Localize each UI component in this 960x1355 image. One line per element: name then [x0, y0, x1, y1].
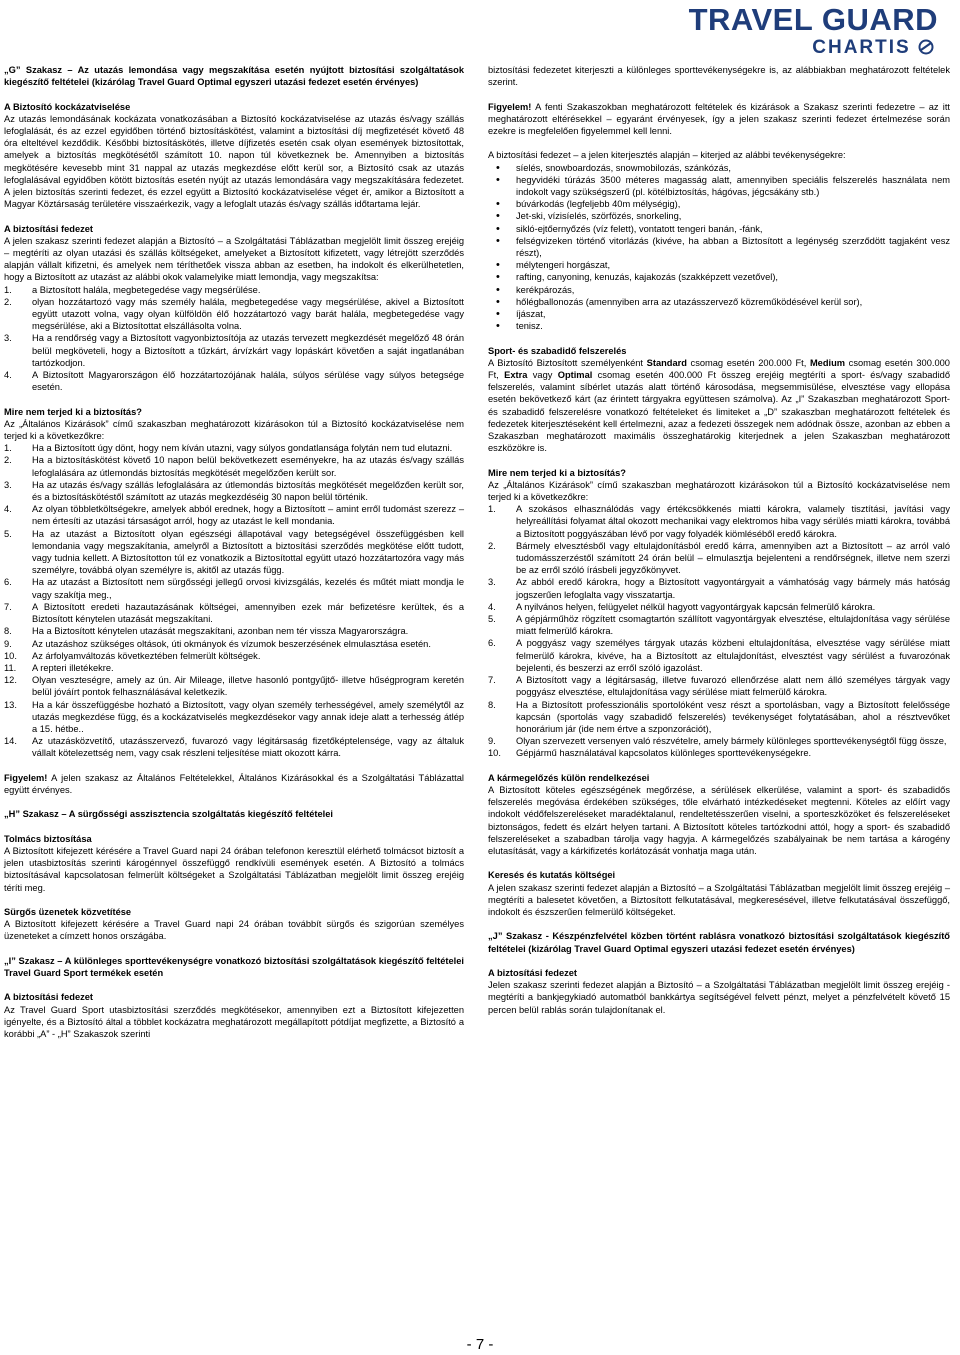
list-item: 2. Ha a biztosításkötést követő 10 napon belül bekövetkezett eseményekre, ha az utazás és/vagy szállás lefoglalására az útlemondás biztosítás megkötését megelőzően került sor.	[4, 455, 464, 478]
g-kock-title: A Biztosító kockázatviselése	[4, 101, 131, 112]
i-fedezet	[4, 991, 464, 1040]
section-j-title: „J” Szakasz - Készpénzfelvétel közben történt rablásra vonatkozó biztosítási szolgáltatások kiegészítő feltételei (kizárólag Travel Guard Optimal egyszeri utazási fedezet esetén érvényes)	[488, 931, 950, 954]
list-item: 5. Ha az utazást a Biztosított olyan egészségi állapotával vagy betegségével összefüggésben kell lemondania vagy megszakítania, amelyről a Biztosított a biztosítási szerződés megkötése előtt tudott, vagy tudnia kellett. A Biztosítotton túl ez vonatkozik a Biztosítottal együtt utazó hozzátartozóra vagy más személyre, továbbá olyan személyre is, akitől az utazás függ.	[4, 528, 464, 576]
i-sport-list	[488, 162, 950, 333]
i-karm-title: A kármegelőzés külön rendelkezései	[488, 772, 650, 783]
i-figyelem	[488, 101, 950, 138]
i-sport-intro: A biztosítási fedezet – a jelen kiterjesztés alapján – kiterjed az alábbi tevékenységekre:	[488, 150, 846, 161]
list-item: 10. Gépjármű használatával kapcsolatos különleges sporttevékenységekre.	[488, 748, 812, 759]
list-item: 4. A Biztosított Magyarországon élő hozzátartozójának halála, súlyos sérülése vagy súlyos betegsége esetén.	[4, 370, 464, 393]
list-item: 2. Bármely elvesztésből vagy eltulajdonításból eredő kárra, amennyiben azt a Biztosított – az arról való tudomásszerzéstől számított 24 órán belül – elmulasztja bejelenteni a rendőrségnek, illetve nem szerzi be az erről szóló írásbeli jegyzőkönyvet.	[488, 540, 950, 576]
list-item: 7. A Biztosított vagy a légitársaság, illetve fuvarozó ellenőrzése alatt nem álló személyes tárgyak vagy poggyász elvesztése, eltulajdonítása vagy sérülése miatt felmerülő károkra.	[488, 675, 950, 698]
list-item: 3. Az abból eredő károkra, hogy a Biztosított vagyontárgyait a vámhatóság vagy bármely más hatóság jogszerűen lefoglalta vagy visszatartja.	[488, 577, 950, 600]
list-item: 13. Ha a kár összefüggésbe hozható a Biztosított, vagy olyan személy terhességével, amely személytől az utazás megkezdése függ, és a kockázatviselés megkezdésekor vagy annak ideje alatt a terhesség átlép a 15. hétbe..	[4, 699, 464, 734]
section-g-title: „G” Szakasz – Az utazás lemondása vagy megszakítása esetén nyújtott biztosítási szolgáltatások kiegészítő feltételei (kizárólag Travel Guard Optimal egyszeri utazási fedezet esetén érvényes)	[4, 65, 464, 88]
section-g	[4, 64, 464, 88]
list-item: 8. Ha a Biztosított kénytelen utazását megszakítani, azonban nem tér vissza Magyarországra.	[4, 626, 409, 637]
i-keres-title: Keresés és kutatás költségei	[488, 870, 616, 881]
i-sport-list-block	[488, 149, 950, 332]
list-item: 9. Olyan szervezett versenyen való részvételre, amely bármely különleges sporttevékenységtől függ össze,	[488, 736, 947, 747]
list-item: • hőlégballonozás (amennyiben arra az utazásszervező közreműködésével kerül sor),	[496, 295, 863, 308]
g-mire-title: Mire nem terjed ki a biztosítás?	[4, 406, 142, 417]
brand-name: TRAVEL GUARD	[688, 2, 938, 37]
bullet-icon: •	[496, 271, 500, 284]
list-item: • íjászat,	[496, 308, 546, 321]
list-item: 6. Ha az utazást a Biztosított nem sürgősségi jellegű orvosi kivizsgálás, kezelés és műtét miatt mondja le vagy szakítja meg.,	[4, 577, 464, 600]
i-cont	[488, 64, 950, 88]
j-fedezet-text: Jelen szakasz szerinti fedezet alapján a Biztosító – a Szolgáltatási Táblázatban megjelölt limit összeg erejéig - megtéríti a bankjegykiadó automatból bankkártya segítségével felvett pénzt, melyet a pénzfelvételt követő 15 percen belül rablás során tulajdonítanak el.	[488, 980, 950, 1015]
list-item: 14. Az utazásközvetítő, utazásszervező, fuvarozó vagy légitársaság fizetőképtelensége, vagy az általuk vállalt kötelezettség nem, vagy csak részleni teljesítése miatt okozott kárra.	[4, 736, 464, 759]
i-kizarasok	[488, 467, 950, 760]
j-fedezet-title: A biztosítási fedezet	[488, 967, 578, 978]
i-sf-title: Sport- és szabadidő felszerelés	[488, 345, 627, 356]
list-item: 12. Olyan veszteségre, amely az ún. Air Mileage, illetve hasonló pontgyűjtő- illetve hűségprogram keretén belül jóváírt pontok felhasználásával keletkezik.	[4, 675, 464, 698]
bullet-icon: •	[496, 173, 500, 186]
left-column	[4, 64, 464, 1040]
list-item: • hegyvidéki túrázás 3500 méteres magasság alatt, amennyiben speciális felszerelés használata nem indokolt vagy szükségszerű (pl. kötélbiztosítás, hágóvas, jégcsákány stb.)	[496, 173, 950, 197]
g-fedezet-text: A jelen szakasz szerinti fedezet alapján a Biztosító – a Szolgáltatási Táblázatban megjelölt limit összeg erejéig – megtéríti az olyan utazási és szállás költségeket, amelyeket a Biztosított kifizetett, vagy létrejött szerződés alapján vállalt kifizetni, és amelyek nem téríthetőek vissza abban az esetben, ha indokolt és elkerülhetetlen, hogy a Biztosított az utazást az alábbi okok valamelyike miatt lemondja, vagy megszakítsa:	[4, 235, 464, 283]
i-mire-intro: Az „Általános Kizárások” című szakaszban meghatározott kizárásokon túl a Biztosító kockázatviselése nem terjed ki a következőkre:	[488, 479, 950, 503]
i-karmegelozes	[488, 772, 950, 857]
brand-sub-text: CHARTIS	[812, 37, 911, 58]
section-h	[4, 808, 464, 820]
g-fedezet	[4, 223, 464, 394]
bullet-icon: •	[496, 320, 500, 333]
bullet-icon: •	[496, 308, 500, 321]
g-figyelem-bold: Figyelem!	[4, 772, 48, 783]
i-fedezet-text: Az Travel Guard Sport utasbiztosítási szerződés megkötésekor, amennyiben ezt a Biztosított kifejezetten igényelte, és a Biztosító által a többlet kockázatra meghatározott megállapított pótdíjat megfizette, a Biztosító a korábbi „A” - „H” Szakaszok szerinti	[4, 1004, 464, 1039]
list-item: 4. A nyilvános helyen, felügyelet nélkül hagyott vagyontárgyak kapcsán felmerülő károkra.	[488, 601, 876, 612]
h-tolmacs-title: Tolmács biztosítása	[4, 833, 92, 844]
list-item: • síelés, snowboardozás, snowmobilozás, szánkózás,	[496, 161, 731, 174]
bullet-icon: •	[496, 283, 500, 296]
i-figyelem-bold: Figyelem!	[488, 101, 532, 112]
list-item: • felségvizeken történő vitorlázás (kivéve, ha abban a Biztosított a legénység szerződött tagjaként vesz részt),	[496, 234, 950, 259]
bullet-icon: •	[496, 222, 500, 235]
section-i	[4, 955, 464, 979]
list-item: 6. A poggyász vagy személyes tárgyak utazás közbeni eltulajdonítása, elvesztése vagy sérülése miatt felmerülő károkra, kivéve, ha a Biztosított az eltulajdonítást, elvesztést vagy sérülést a fuvarozónak bejelenti, és beszerzi az erről szóló igazolást.	[488, 638, 950, 673]
list-item: 3. Ha a rendőrség vagy a Biztosított vagyonbiztosítója az utazás tervezett megkezdését megelőző 48 órán belül megköveteli, hogy a Biztosított a tűzkárt, árvízkárt vagy lopáskárt követően a saját ingatlanában tartózkodjon.	[4, 333, 464, 368]
g-mire-list	[4, 442, 464, 759]
list-item: 5. A gépjárműhöz rögzített csomagtartón szállított vagyontárgyak elvesztése, eltulajdonítása vagy sérülése miatt felmerülő károkra.	[488, 614, 950, 637]
list-item: • rafting, canyoning, kenuzás, kajakozás (szakképzett vezetővel),	[496, 271, 778, 284]
h-surgos-text: A Biztosított kifejezett kérésére a Travel Guard napi 24 órában továbbít sürgős és szigorúan személyes üzeneteket a címzett honos országába.	[4, 919, 464, 942]
i-mire-title: Mire nem terjed ki a biztosítás?	[488, 467, 626, 478]
section-j	[488, 930, 950, 954]
g-fedezet-list	[4, 284, 464, 394]
i-sport-felszereles	[488, 345, 950, 455]
i-cont-text: biztosítási fedezetet kiterjeszti a különleges sporttevékenységekre is, az alábbiakban meghatározott feltételek szerint.	[488, 65, 950, 88]
section-h-title: „H” Szakasz – A sürgősségi asszisztencia szolgáltatás kiegészítő feltételei	[4, 809, 333, 820]
bullet-icon: •	[496, 198, 500, 211]
list-item: • tenisz.	[496, 320, 543, 333]
list-item: 9. Az utazáshoz szükséges oltások, úti okmányok és vízumok beszerzésének elmulasztása esetén.	[4, 638, 431, 649]
h-surgos-title: Sürgős üzenetek közvetítése	[4, 906, 132, 917]
g-figyelem	[4, 772, 464, 796]
bullet-icon: •	[496, 161, 500, 174]
list-item: 10. Az árfolyamváltozás következtében felmerült költségek.	[4, 650, 261, 661]
bullet-icon: •	[496, 259, 500, 272]
i-figyelem-text: Figyelem! A fenti Szakaszokban meghatározott feltételek és kizárások a Szakasz szerinti fedezetre – az itt meghatározott eltérésekkel – egyaránt érvényesek, így a jelen szakasz szerinti fedezet értelmezése során ezekre is megfelelően figyelemmel kell lenni.	[488, 101, 950, 136]
i-fedezet-title: A biztosítási fedezet	[4, 992, 94, 1003]
h-tolmacs-text: A Biztosított kifejezett kérésére a Travel Guard napi 24 órában telefonon keresztül elérhető tolmácsot biztosít a jelen utasbiztosítás szerinti károgénnyel összefüggő rendkívüli események esetén. A Biztosító a tolmács biztosításával kapcsolatosan felmerült költségeket a Szolgáltatási Táblázatban megjelölt limit összeg erejéig téríti meg.	[4, 845, 464, 893]
list-item: 11. A repteri illetékekre.	[4, 662, 114, 673]
j-fedezet	[488, 967, 950, 1016]
i-karm-text: A Biztosított köteles egészségének megőrzése, a sérülések elkerülése, valamint a sport- és szabadidős felszerelés megóvása érdekében szükséges, tőle elvárható intézkedéseket megtenni. Köteles az előírt vagy indokolt védőfelszereléseket maradéktalanul, rendeltetésszerűen viselni, a sporteszközöket és felszereléseket biztonságos, fedett és elzárt helyen tartani. A Biztosított köteles tartózkodni attól, hogy a sport- és szabadidő felszereléseket a szabadban tárolja vagy hagyja. A kármegelőzés szabályainak be nem tartása a károgény elutasítását, vagy a kárkifizetés korlátozását vonhatja maga után.	[488, 784, 950, 856]
h-tolmacs	[4, 833, 464, 894]
brand-sub	[812, 37, 934, 59]
i-keres-text: A jelen szakasz szerinti fedezet alapján a Biztosító – a Szolgáltatási Táblázatban megjelölt limit összeg erejéig – megtéríti a balesetet követően, a Biztosított felkutatásával, megkeresésével, illetve felkutatásával összefüggő, indokolt és észszerűen felmerülő költségeket.	[488, 882, 950, 917]
list-item: 7. A Biztosított eredeti hazautazásának költségei, amennyiben ezek már befizetésre kerültek, és a Biztosított kénytelen utazását megszakítani.	[4, 601, 464, 625]
page-number: - 7 -	[466, 1336, 494, 1353]
g-mire-intro: Az „Általános Kizárások” című szakaszban meghatározott kizárásokon túl a Biztosító kockázatviselése nem terjed ki a következőkre:	[4, 418, 464, 442]
list-item: 8. Ha a Biztosított professzionális sportolóként vesz részt a sportolásban, vagy a Biztosított felelőssége kapcsán (sportolás vagy szabadidő felszerelés) tevékenységet folytatásában, ahol a résztvevőket honorárium jár (ide nem értve a szponzorációt),	[488, 699, 950, 734]
bullet-icon: •	[496, 234, 500, 247]
list-item: 4. Az olyan többletköltségekre, amelyek abból erednek, hogy a Biztosított – amint erről tudomást szerezz – nem értesíti az utazási társaságot arról, hogy az utazást le kell mondania.	[4, 504, 464, 527]
g-kizarasok	[4, 406, 464, 760]
right-column	[488, 64, 950, 1016]
list-item: • mélytengeri horgászat,	[496, 259, 611, 272]
list-item: • sikló-ejtőernyőzés (víz felett), vontatott tengeri banán, -fánk,	[496, 222, 763, 235]
h-surgos	[4, 906, 464, 943]
section-i-title: „I” Szakasz – A különleges sporttevékenységre vonatkozó biztosítási szolgáltatások kiegészítő feltételei Travel Guard Sport termékek esetén	[4, 955, 464, 978]
list-item: • búvárkodás (legfeljebb 40m mélységig),	[496, 198, 681, 211]
chartis-swoosh-icon	[918, 39, 934, 55]
g-fedezet-title: A biztosítási fedezet	[4, 223, 94, 234]
g-figyelem-text: Figyelem! A jelen szakasz az Általános Feltételekkel, Általános Kizárásokkal és a Szolgáltatási Táblázattal együtt érvényes.	[4, 772, 464, 795]
g-kock-text: Az utazás lemondásának kockázata vonatkozásában a Biztosító kockázatviselése az utazás és/vagy szállás lefoglalását, és az ezzel egyidőben történő biztosításkötést, valamint a biztosítási díj megfizetését követő 48 óra elteltével kezdődik. Későbbi biztosításkötés, illetve díjfizetés esetén csak olyan események biztosítottak, amelyek a biztosítás megkötésétől számított 10. napon túl következnek be. Amennyiben a biztosítás megkötésére kevesebb mint 31 nappal az utazás megkezdése előtt kerül sor, a Biztosító csak az utazás lefoglalásával egyidőben kötött biztosítás esetén nyújt az utazás lemondására vagy megszakítására fedezetet. A jelen biztosítás szerinti fedezet, és ezzel együtt a Biztosító kockázatviselése véget ér, amikor a Biztosított a Magyar Köztársaság területére visszaérkezik, vagy a lefoglalt utazás és/vagy szállás időtartama lejár.	[4, 113, 464, 210]
i-sf-text: A Biztosító Biztosított személyenként Standard csomag esetén 200.000 Ft, Medium csomag esetén 300.000 Ft, Extra vagy Optimal csomag esetén 400.000 Ft összeg erejéig megtéríti a sport- és/vagy szabadidő felszerelés, valamint síbérlet utazás alatt történő károsodása, megsemmisülése, elvesztése vagy ellopása esetén bekövetkező kárt (az érintett tárgyakra együttesen számolva). Az „I” Szakaszban meghatározott Sport- és szabadidő felszerelésre vonatkozó feltételeket és limiteket a „D” szakaszban meghatározott feltételek és fedezetek kiterjesztéseként kell értelmezni, azaz a fedezeti összegek nem adódnak össze, azonban az ebben a Szakaszban meghatározott maximális összeghatárokig kiterjednek a jelen Szakaszban meghatározott eszközökre is.	[488, 357, 951, 454]
travel-guard-logo	[660, 2, 960, 58]
i-kereses	[488, 869, 950, 918]
bullet-icon: •	[496, 295, 500, 308]
g-kockazatviseles	[4, 101, 464, 211]
i-mire-list	[488, 503, 950, 759]
list-item: • Jet-ski, vízisíelés, szörfözés, snorkeling,	[496, 210, 682, 223]
list-item: 1. A szokásos elhasználódás vagy értékcsökkenés miatti károkra, valamely tisztítási, javítási vagy helyreállítási folyamat által okozott mechanikai vagy elektromos hiba vagy sérülés miatti károkra, továbbá a Biztosított poggyászában lévő por vagy folyadék kiömléséből eredő károkra.	[488, 504, 950, 539]
list-item: • kerékpározás,	[496, 283, 575, 296]
list-item: 3. Ha az utazás és/vagy szállás lefoglalására az útlemondás biztosítás megkötését megelőzően került sor, és a biztosításkötéstől számított az utazás megkezdéséig 30 napon belül történik.	[4, 479, 464, 503]
list-item: 1. a Biztosított halála, megbetegedése vagy megsérülése.	[4, 284, 261, 295]
list-item: 2. olyan hozzátartozó vagy más személy halála, megbetegedése vagy megsérülése, akivel a Biztosított együtt utazott volna, vagy olyan külföldön élő hozzátartozó vagy barát halála, megbetegedése vagy megsérülése, aki a Biztosítottat elszállásolta volna.	[4, 296, 464, 332]
list-item: 1. Ha a Biztosított úgy dönt, hogy nem kíván utazni, vagy súlyos gondatlansága folytán nem tud elutazni.	[4, 443, 453, 454]
bullet-icon: •	[496, 210, 500, 223]
